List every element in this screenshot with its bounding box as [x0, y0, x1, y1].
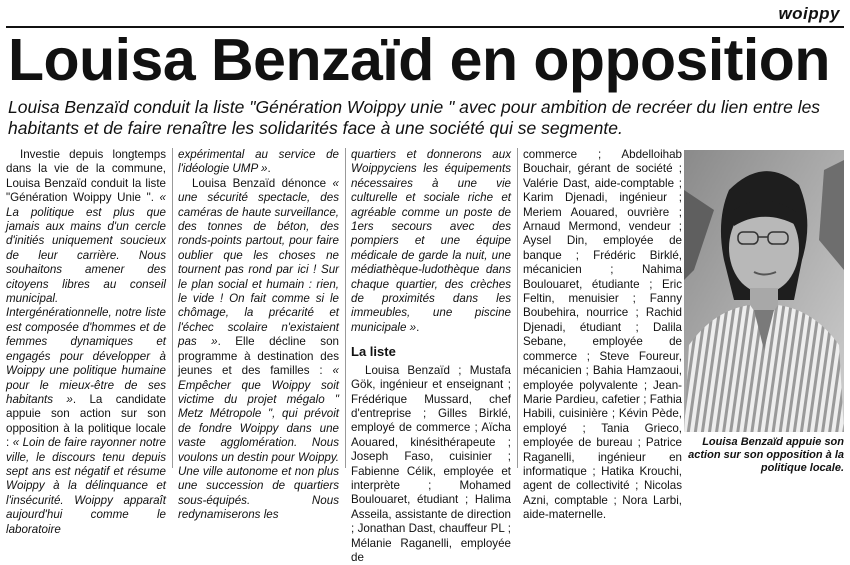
text: . Elle décline son programme à destination des jeunes et des familles : [178, 335, 339, 378]
section-rubric: woippy [778, 4, 840, 23]
portrait-photo [684, 150, 844, 432]
column-2 [178, 148, 339, 522]
quote: quartiers et donnerons aux Woippyciens les équipements nécessaires à une vie culturelle et sociale riche et agréable comme un poste de 1ers secours avec des pompiers et une équipe médicale de garde la nuit, une médiathèque-ludothèque dans chaque quartier, des crèches de proximités dans les immeubles, une piscine municipale » [351, 148, 511, 334]
quote: « Empêcher que Woippy soit victime du projet mégalo " Metz Métropole ", qui prévoit de fondre Woippy dans une vaste agglomération. Nous voulons un destin pour Woippy. Une ville autonome et non plus une succession de quartiers sous-équipés. Nous redynamiserons les [178, 364, 339, 522]
paragraph [178, 148, 339, 177]
article-photo [684, 150, 844, 432]
candidate-list-continued: commerce ; Abdelloihab Bouchair, gérant de société ; Valérie Dast, aide-comptable ; Karim Djenadi, ingénieur ; Meriem Aouared, ouvrière ; Arnaud Mermond, vendeur ; Aysel Din, employée de banque ; Frédéric Birklé, mécanicien ; Nahima Boulouaret, étudiante ; Eric Feltin, menuisier ; Fanny Boubehira, nourrice ; Rachid Djenadi, étudiant ; Dalila Sebane, employée de commerce ; Steve Foureur, mécanicien ; Bahia Hamzaoui, employée polyvalente ; Jean-Marie Pardieu, cafetier ; Fathia Habili, cuisinière ; Kévin Pède, employé ; Tania Grieco, employée de bureau ; Patrice Raganelli, ingénieur en informatique ; Hatika Krouchi, agent de collectivité ; Nicolas Azni, comptable ; Nora Larbi, aide-maternelle. [523, 148, 682, 522]
article-lead: Louisa Benzaïd conduit la liste "Génération Woippy unie " avec pour ambition de recréer du lien entre les habitants et de faire renaître les solidarités face à une société qui se segmente. [8, 97, 821, 138]
quote: « La politique est plus que jamais aux mains d'un cercle d'initiés uniquement soucieux de leur carrière. Nous souhaitons amener des citoyens libres au conseil municipal. Intergénérationnelle, notre liste est composée d'hommes et de femmes dynamiques et engagés pour développer à Woippy une politique humaine pour le mieux-être de ses habitants » [6, 191, 166, 406]
article-title: Louisa Benzaïd en opposition [8, 27, 830, 93]
paragraph [6, 148, 166, 537]
column-separator [172, 148, 173, 468]
column-1 [6, 148, 166, 536]
text: . [416, 320, 420, 334]
text: Louisa Benzaïd dénonce [192, 176, 327, 190]
paragraph [351, 148, 511, 335]
text: . [267, 162, 271, 176]
column-separator [345, 148, 346, 468]
quote: expérimental au service de l'idéologie UMP » [178, 148, 339, 176]
column-separator [517, 148, 518, 468]
text: Investie depuis longtemps dans la vie de la commune, Louisa Benzaïd conduit la liste "Génération Woippy Unie ". [6, 148, 166, 205]
quote: « Loin de faire rayonner notre ville, le discours tenu depuis sept ans est négatif et résume Woippy à la délinquance et l'insécurité. Woippy apparaît aujourd'hui comme le laboratoire [6, 436, 166, 536]
paragraph [178, 177, 339, 523]
candidate-list: Louisa Benzaïd ; Mustafa Gök, ingénieur et enseignant ; Frédérique Mussard, chef d'entreprise ; Gilles Birklé, employé de commerce ; Aïcha Aouared, kinésithérapeute ; Joseph Faso, cuisinier ; Fabienne Célik, employée et interprète ; Mohamed Boulouaret, étudiant ; Halima Asseila, assistante de direction ; Jonathan Dast, chauffeur PL ; Mélanie Raganelli, employée de [351, 363, 511, 564]
quote: « une sécurité spectacle, des caméras de haute surveillance, des tonnes de béton, des ronds-points partout, pour faire oublier que les choses ne tournent pas rond par ici ! Sur le plan social et humain : rien, le vide ! On fait comme si le chômage, la précarité et l'échec scolaire n'existaient pas » [178, 176, 339, 349]
text: . La candidate appuie son action sur son opposition à la politique locale : [6, 392, 166, 450]
photo-caption: Louisa Benzaïd appuie son action sur son opposition à la politique locale. [688, 436, 844, 474]
column-4 [523, 148, 682, 522]
subheading-la-liste: La liste [351, 344, 396, 360]
column-3 [351, 148, 511, 564]
